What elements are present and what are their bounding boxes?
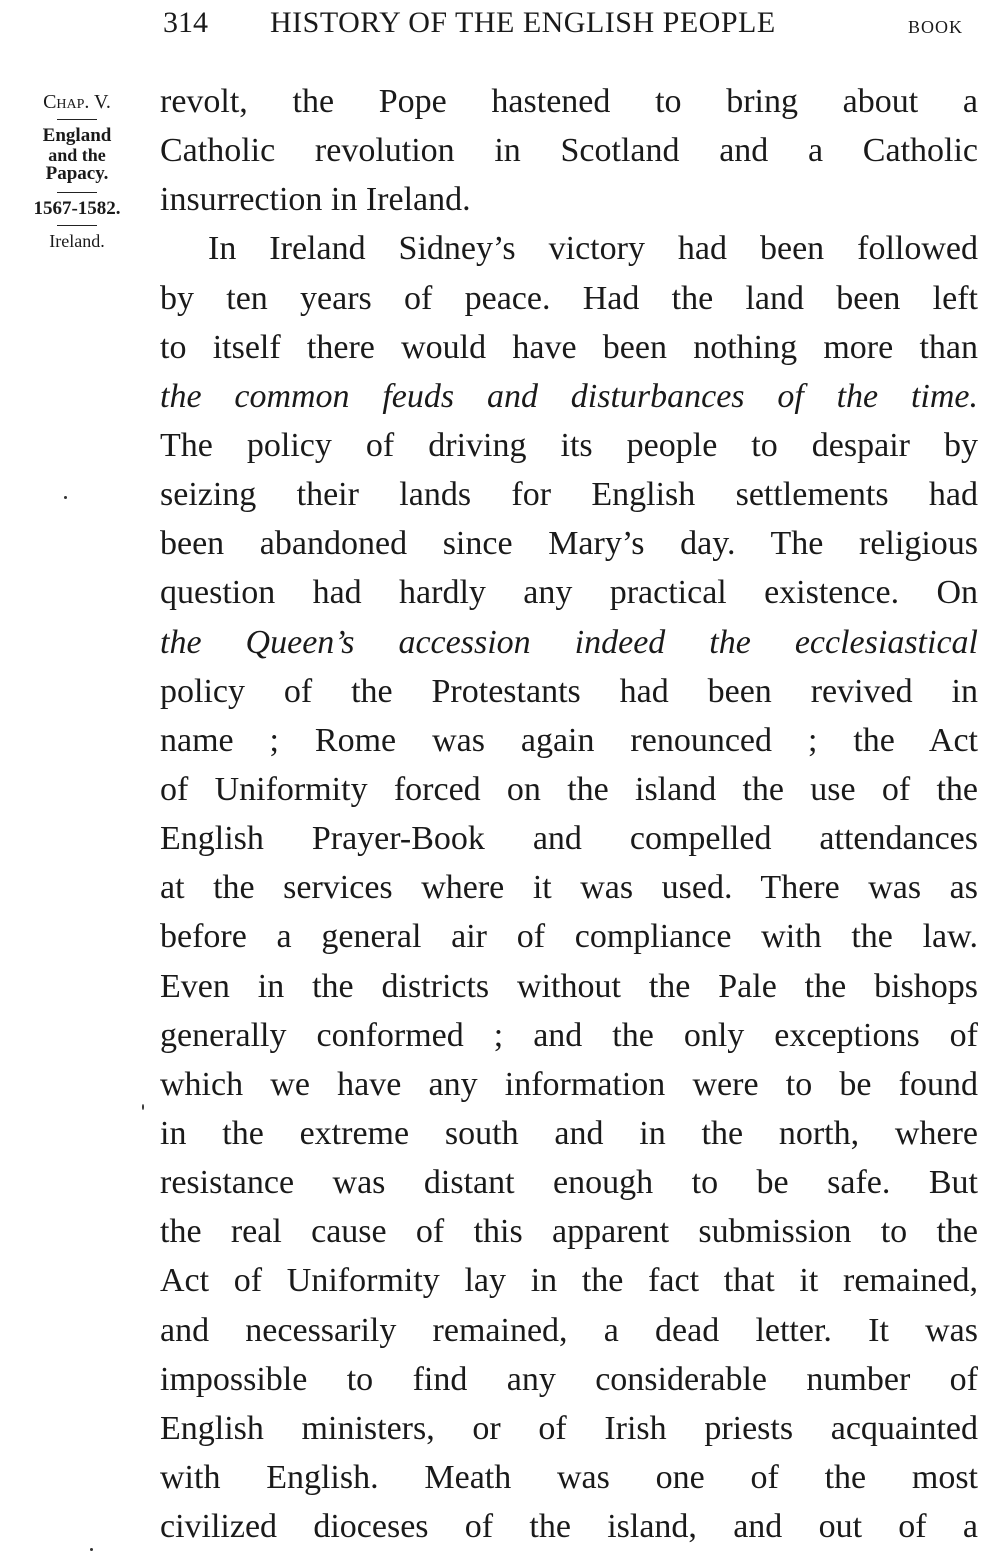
text-line: to itself there would have been nothing more than [160,328,978,366]
text-line: In Ireland Sidney’s victory had been followed [208,230,978,268]
text-line: resistance was distant enough to be safe. But [160,1164,978,1202]
text-line: English ministers, or of Irish priests acquainted [160,1409,978,1447]
text-line: Even in the districts without the Pale the bishops [160,967,978,1005]
text-line: with English. Meath was one of the most [160,1458,978,1496]
text-line: in the extreme south and in the north, where [160,1114,978,1152]
scan-speck [142,1104,144,1110]
margin-rule [57,192,97,193]
text-line: the real cause of this apparent submission to the [160,1213,978,1251]
text-line: revolt, the Pope hastened to bring about a [160,83,978,120]
text-line: Act of Uniformity lay in the fact that it remained, [160,1262,978,1300]
margin-section-line3: Papacy. [45,162,109,184]
text-line: Catholic revolution in Scotland and a Catholic [160,132,978,170]
scan-speck [64,496,67,499]
text-line: The policy of driving its people to despair by [160,426,978,464]
text-line: impossible to find any considerable number of [160,1360,978,1398]
margin-notes [12,92,142,250]
text-line: which we have any information were to be found [160,1065,978,1103]
text-line: the Queen’s accession indeed the ecclesiastical [160,623,978,661]
text-line: the common feuds and disturbances of the time. [160,377,978,415]
text-line: insurrection in Ireland. [160,181,471,219]
page-number: 314 [163,6,208,39]
margin-dates: 1567-1582. [33,197,121,219]
running-header [0,6,1000,46]
margin-section-line1: England [42,125,112,146]
text-line: generally conformed ; and the only exceptions of [160,1016,978,1054]
margin-chapter: Chap. V. [43,91,111,113]
text-line: name ; Rome was again renounced ; the Act [160,721,978,759]
text-line: English Prayer-Book and compelled attendances [160,820,978,858]
text-line: by ten years of peace. Had the land been left [160,279,978,317]
text-line: policy of the Protestants had been revived in [160,672,978,710]
running-title: HISTORY OF THE ENGLISH PEOPLE [270,6,776,39]
margin-subsection: Ireland. [49,230,105,251]
body-text [160,77,978,1551]
margin-section-line2: and the [48,144,106,165]
text-line: and necessarily remained, a dead letter. It was [160,1311,978,1349]
text-line: civilized dioceses of the island, and out of a [160,1508,978,1546]
text-line: been abandoned since Mary’s day. The religious [160,525,978,563]
text-line: of Uniformity forced on the island the use of the [160,770,978,808]
margin-rule [57,119,97,120]
book-label: BOOK [908,17,964,37]
text-line: at the services where it was used. There was as [160,869,978,907]
text-line: before a general air of compliance with the law. [160,918,978,956]
scan-speck [90,1548,93,1551]
text-line: question had hardly any practical existence. On [160,574,978,612]
text-line: seizing their lands for English settlements had [160,476,978,514]
margin-rule [57,225,97,226]
